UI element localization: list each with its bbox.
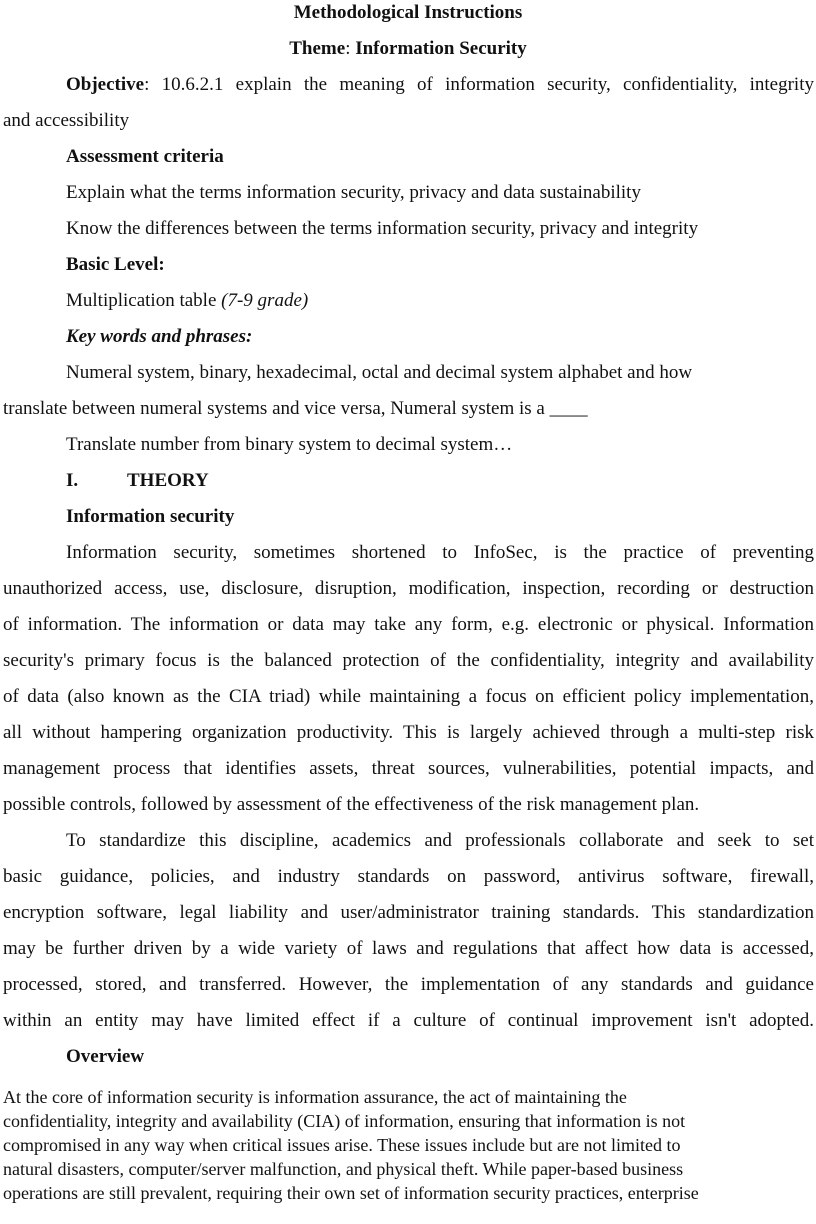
overview-line: At the core of information security is information assurance, the act of maintaining the xyxy=(3,1087,627,1107)
text-line xyxy=(66,463,209,499)
text-segment: (7-9 grade) xyxy=(221,290,309,311)
text-line xyxy=(66,283,308,319)
overview-line: confidentiality, integrity and availability (CIA) of information, ensuring that information is not xyxy=(3,1111,686,1131)
overview-line: natural disasters, computer/server malfunction, and physical theft. While paper-based business xyxy=(3,1159,684,1179)
text-segment: of information. The information or data may take any form, e.g. electronic or physical. Information xyxy=(3,614,814,635)
text-segment: of data (also known as the CIA triad) while maintaining a focus on efficient policy implementation, xyxy=(3,686,814,707)
text-line xyxy=(3,679,814,715)
text-line xyxy=(3,103,129,139)
text-segment: processed, stored, and transferred. However, the implementation of any standards and guidance xyxy=(3,974,814,995)
text-line xyxy=(0,0,816,31)
text-segment: Multiplication table xyxy=(66,290,222,311)
text-line xyxy=(66,211,698,247)
overview-line: compromised in any way when critical issues arise. These issues include but are not limited to xyxy=(3,1135,681,1155)
text-line xyxy=(3,607,814,643)
text-line xyxy=(66,319,252,355)
text-segment: Information security xyxy=(66,506,235,527)
text-segment: security's primary focus is the balanced protection of the confidentiality, integrity and availability xyxy=(3,650,814,671)
text-line xyxy=(66,67,814,103)
text-line xyxy=(3,895,814,931)
text-segment: Information Security xyxy=(355,38,527,59)
text-segment: THEORY xyxy=(127,470,209,491)
text-line xyxy=(66,247,165,283)
text-segment: encryption software, legal liability and user/administrator training standards. This standardization xyxy=(3,902,814,923)
text-line xyxy=(3,859,814,895)
text-segment: : 10.6.2.1 explain the meaning of information security, confidentiality, integrity xyxy=(144,74,814,95)
text-segment: all without hampering organization productivity. This is largely achieved through a multi-step risk xyxy=(3,722,814,743)
overview-line: operations are still prevalent, requiring their own set of information security practices, enterprise xyxy=(3,1183,699,1203)
text-segment: Overview xyxy=(66,1046,145,1067)
text-line xyxy=(3,751,814,787)
text-line xyxy=(3,571,814,607)
text-line xyxy=(66,1039,144,1075)
text-line xyxy=(3,715,814,751)
text-line xyxy=(66,355,692,391)
text-segment: basic guidance, policies, and industry standards on password, antivirus software, firewall, xyxy=(3,866,814,887)
text-line xyxy=(3,643,814,679)
text-line xyxy=(66,139,224,175)
text-segment: To standardize this discipline, academics and professionals collaborate and seek to set xyxy=(66,830,814,851)
text-segment: I. xyxy=(66,470,79,491)
text-segment: Know the differences between the terms information security, privacy and integrity xyxy=(66,218,699,239)
text-line xyxy=(66,823,814,859)
text-line xyxy=(66,499,234,535)
text-line xyxy=(3,787,699,823)
text-line xyxy=(3,931,814,967)
text-segment: Assessment criteria xyxy=(66,146,224,167)
text-line xyxy=(3,967,814,1003)
text-line xyxy=(66,535,814,571)
text-segment: and accessibility xyxy=(3,110,130,131)
text-segment: Explain what the terms information security, privacy and data sustainability xyxy=(66,182,641,203)
text-line xyxy=(66,175,641,211)
text-segment: management process that identifies assets, threat sources, vulnerabilities, potential impacts, and xyxy=(3,758,814,779)
text-segment: Numeral system, binary, hexadecimal, octal and decimal system alphabet and how xyxy=(66,362,693,383)
text-segment: Information security, sometimes shortened to InfoSec, is the practice of preventing xyxy=(66,542,814,563)
text-segment: translate between numeral systems and vice versa, Numeral system is a ____ xyxy=(3,398,588,419)
text-segment: Theme xyxy=(289,38,346,59)
text-segment: Translate number from binary system to decimal system… xyxy=(66,434,513,455)
text-line xyxy=(3,1003,814,1039)
text-segment: Key words and phrases: xyxy=(66,326,253,347)
text-line xyxy=(3,391,588,427)
text-segment: Objective xyxy=(66,74,145,95)
text-segment: : xyxy=(345,38,356,59)
text-line xyxy=(66,427,512,463)
text-segment: Basic Level: xyxy=(66,254,165,275)
text-line xyxy=(0,31,816,67)
text-segment: unauthorized access, use, disclosure, disruption, modification, inspection, recording or destruction xyxy=(3,578,814,599)
text-segment: Methodological Instructions xyxy=(293,2,523,23)
text-segment: within an entity may have limited effect if a culture of continual improvement isn't adopted. xyxy=(3,1010,814,1031)
text-segment: possible controls, followed by assessment of the effectiveness of the risk management plan. xyxy=(3,794,700,815)
text-segment: may be further driven by a wide variety of laws and regulations that affect how data is accessed, xyxy=(3,938,814,959)
